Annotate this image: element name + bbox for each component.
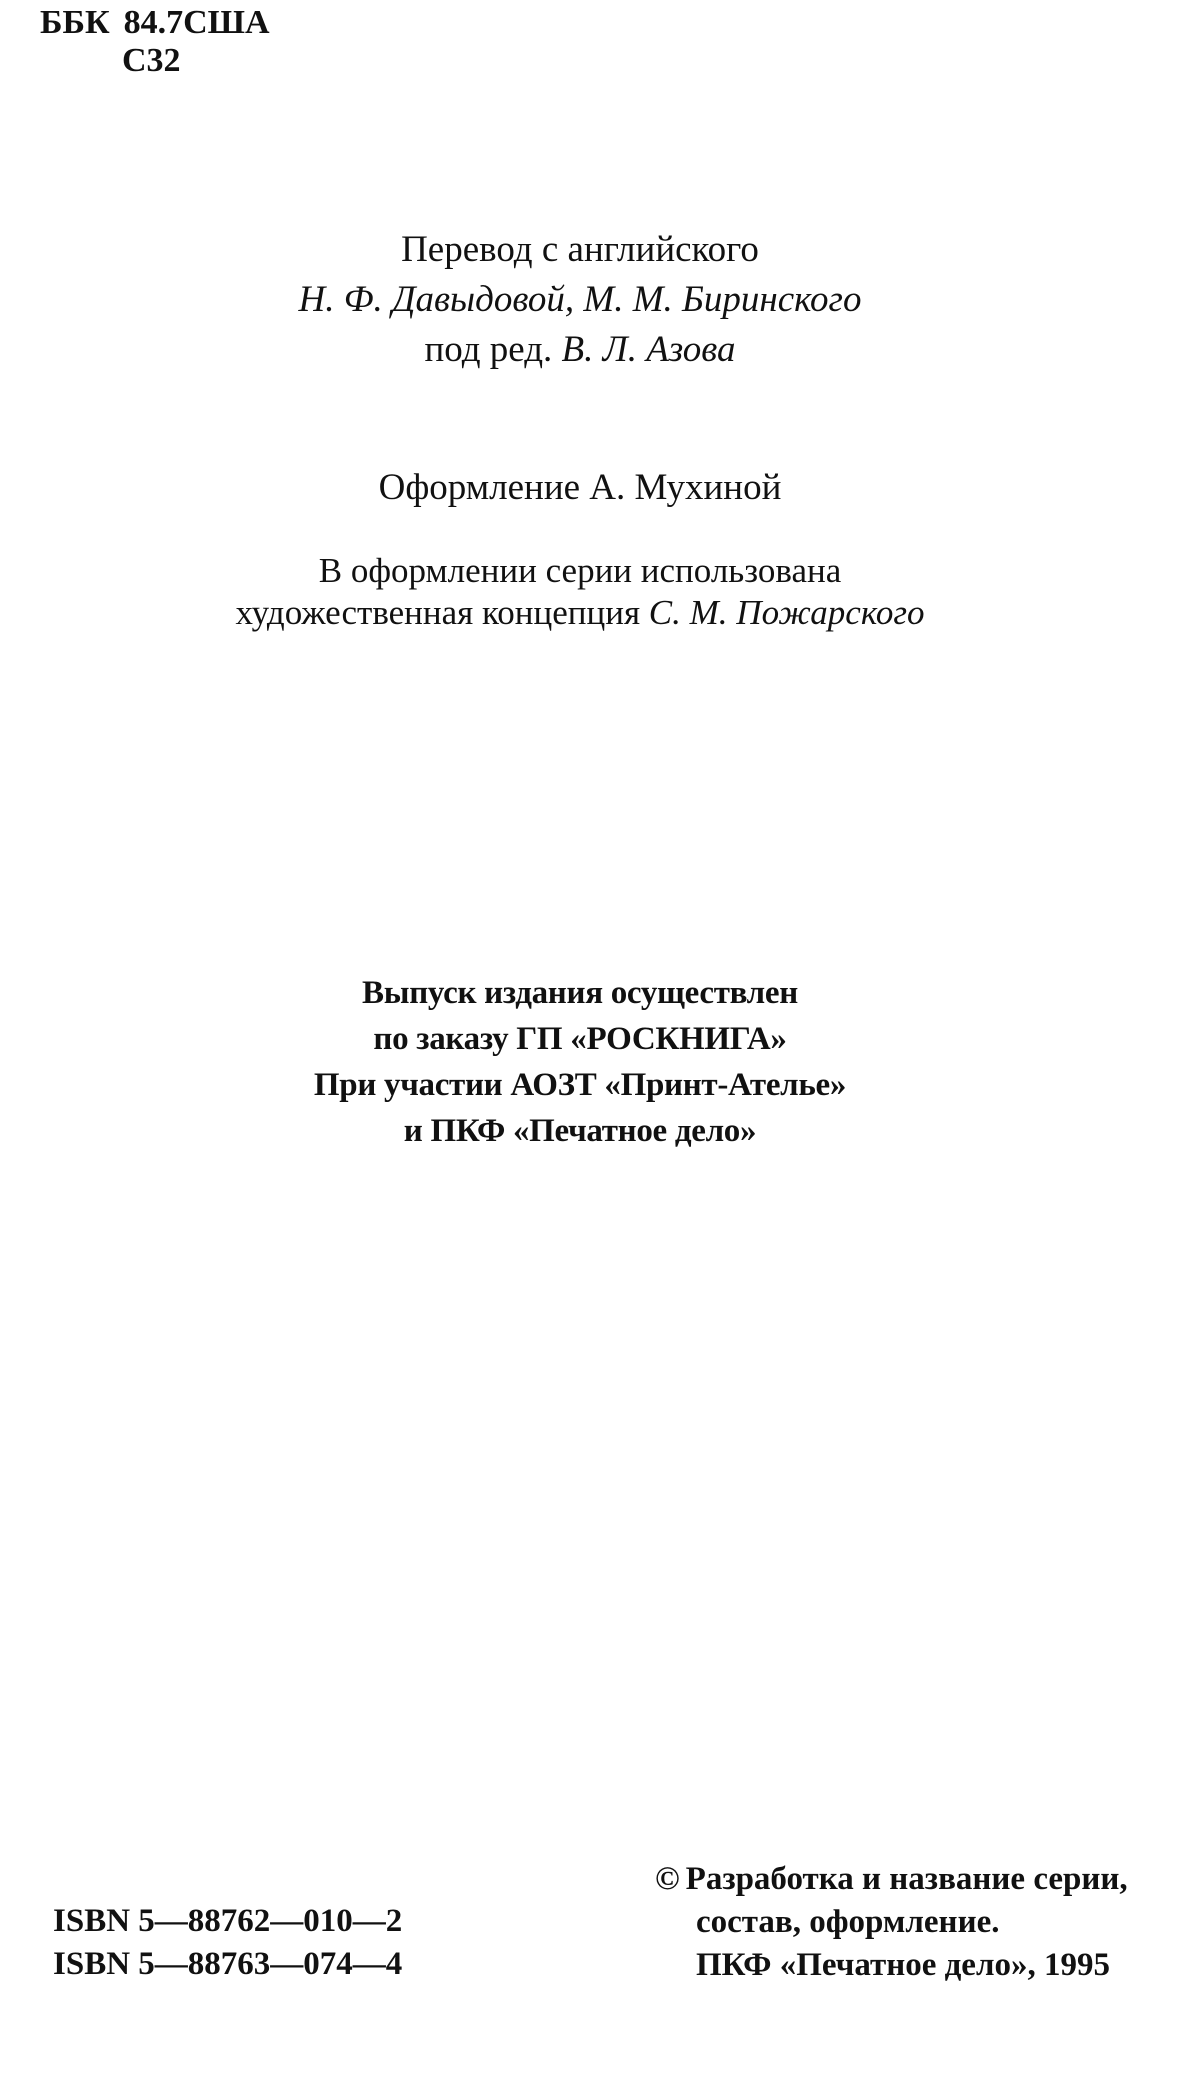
series-design-line1: В оформлении серии использована [318, 551, 842, 590]
isbn-number: ISBN 5—88763—074—4 [53, 1946, 403, 1982]
series-design-credit [0, 550, 1160, 634]
copyright-symbol: © [655, 1861, 680, 1897]
series-artist: С. М. Пожарского [648, 593, 925, 632]
translators: Н. Ф. Давыдовой, М. М. Биринского [298, 279, 862, 320]
publisher-line: и ПКФ «Печатное дело» [403, 1113, 757, 1149]
copyright-line3: ПКФ «Печатное дело», 1995 [696, 1947, 1110, 1983]
copyright-text-1: Разработка и название серии, [685, 1861, 1128, 1897]
copyright-line2: состав, оформление. [696, 1904, 1000, 1940]
design-credit: Оформление А. Мухиной [378, 467, 782, 508]
publisher-line: по заказу ГП «РОСКНИГА» [373, 1021, 787, 1057]
translation-credits [0, 225, 1160, 375]
editor-line [0, 325, 1160, 375]
bbk-code: 84.7США [123, 4, 270, 41]
bbk-label: ББК [40, 4, 110, 41]
author-mark: С32 [122, 42, 181, 79]
editor-name: В. Л. Азова [561, 329, 736, 370]
publisher-line: Выпуск издания осуществлен [362, 975, 798, 1011]
bbk-row [40, 4, 270, 42]
editor-prefix: под ред. [424, 329, 553, 370]
series-design-prefix: художественная концепция [235, 593, 641, 632]
publisher-info [0, 970, 1160, 1154]
series-design-line2 [0, 592, 1160, 634]
isbn-block [53, 1900, 402, 1986]
copyright-notice [655, 1858, 1128, 1987]
publisher-line: При участии АОЗТ «Принт-Ателье» [313, 1067, 847, 1103]
isbn-number: ISBN 5—88762—010—2 [53, 1903, 403, 1939]
copyright-line1 [655, 1858, 1128, 1901]
bbk-classification [40, 4, 270, 80]
translation-heading: Перевод с английского [401, 229, 759, 270]
